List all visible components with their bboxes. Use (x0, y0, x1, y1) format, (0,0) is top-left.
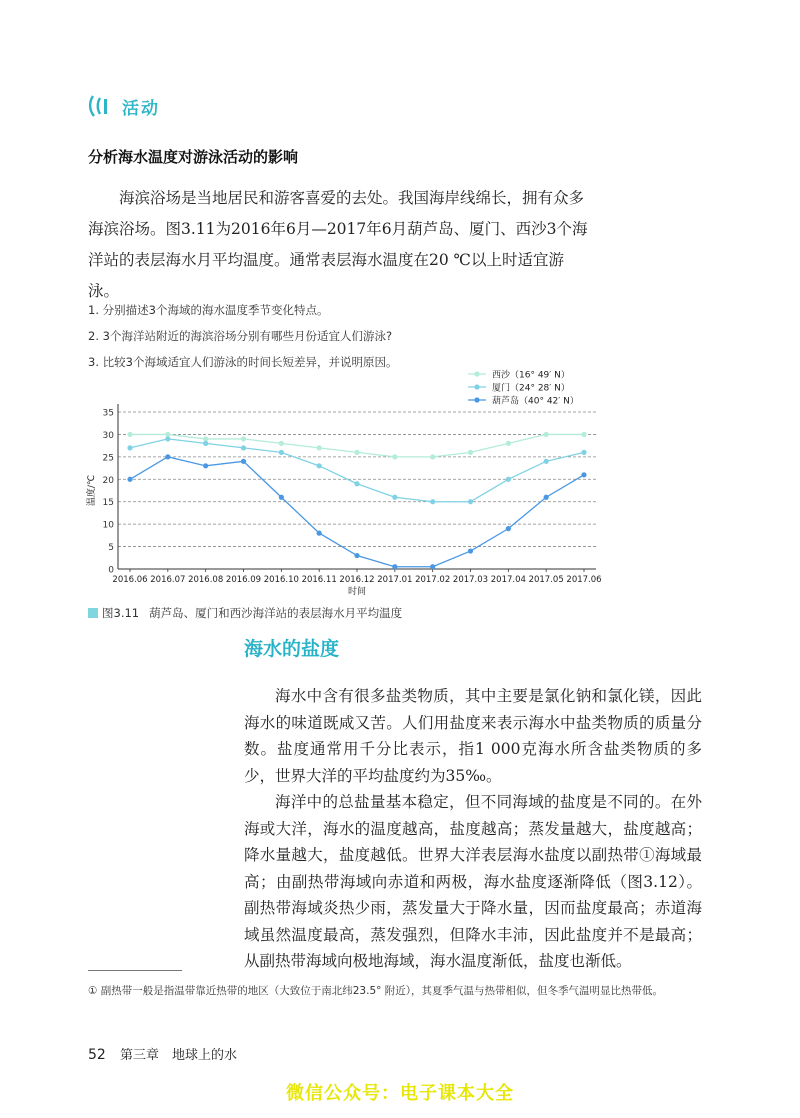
data-point (127, 445, 132, 450)
data-point (506, 526, 511, 531)
data-point (544, 495, 549, 500)
intro-paragraph: 海滨浴场是当地居民和游客喜爱的去处。我国海岸线绵长，拥有众多海滨浴场。图3.11为2016年6月—2017年6月葫芦岛、厦门、西沙3个海洋站的表层海水月平均温度。通常表层海水温度在20 ℃以上时适宜游泳。 (88, 189, 588, 300)
chapter-title: 第三章 地球上的水 (119, 1048, 237, 1063)
x-tick-label: 2017.01 (377, 575, 413, 585)
section-title: 海水的盐度 (244, 638, 340, 660)
figure-caption-text: 葫芦岛、厦门和西沙海洋站的表层海水月平均温度 (149, 606, 403, 620)
data-point (165, 436, 170, 441)
data-point (203, 441, 208, 446)
data-point (279, 450, 284, 455)
legend-label: 西沙（16° 49′ N） (492, 370, 570, 381)
data-point (127, 477, 132, 482)
question-item: 1. 分别描述3个海域的海水温度季节变化特点。 (88, 303, 329, 317)
data-point (203, 436, 208, 441)
data-point (354, 450, 359, 455)
series-line (130, 439, 584, 502)
x-tick-label: 2017.02 (415, 575, 451, 585)
data-point (468, 499, 473, 504)
x-tick-label: 2016.08 (188, 575, 224, 585)
y-tick-label: 15 (102, 498, 114, 509)
x-tick-label: 2016.09 (225, 575, 262, 585)
data-point (127, 432, 132, 437)
data-point (430, 499, 435, 504)
data-point (165, 454, 170, 459)
footnote: ① 副热带一般是指温带靠近热带的地区（大致位于南北纬23.5° 附近），其夏季气温与热带相似，但冬季气温明显比热带低。 (88, 985, 663, 997)
x-tick-label: 2016.12 (339, 575, 375, 585)
data-point (317, 445, 322, 450)
data-point (581, 472, 586, 477)
question-item: 2. 3个海洋站附近的海滨浴场分别有哪些月份适宜人们游泳? (88, 329, 393, 343)
legend-marker (474, 384, 479, 389)
data-point (317, 531, 322, 536)
x-axis-label: 时间 (347, 587, 367, 597)
data-point (506, 477, 511, 482)
data-point (354, 481, 359, 486)
question-item: 3. 比较3个海域适宜人们游泳的时间长短差异，并说明原因。 (88, 355, 398, 369)
data-point (468, 450, 473, 455)
data-point (544, 432, 549, 437)
y-tick-label: 10 (102, 520, 114, 531)
data-point (241, 445, 246, 450)
data-point (544, 459, 549, 464)
series-line (130, 457, 584, 567)
data-point (165, 432, 170, 437)
body-paragraph: 海洋中的总盐量基本稳定，但不同海域的盐度是不同的。在外海或大洋，海水的温度越高，盐度越高；蒸发量越大，盐度越高；降水量越大，盐度越低。世界大洋表层海水盐度以副热带①海域最高；由副热带海域向赤道和两极，海水盐度逐渐降低（图3.12）。副热带海域炎热少雨，蒸发量大于降水量，因而盐度最高；赤道海域虽然温度最高，蒸发强烈，但降水丰沛，因此盐度并不是最高；从副热带海域向极地海域，海水温度渐低，盐度也渐低。 (244, 793, 702, 970)
x-tick-label: 2016.07 (150, 575, 186, 585)
activity-label: 活动 (122, 98, 160, 119)
x-tick-label: 2017.06 (566, 575, 602, 585)
watermark-banner: 微信公众号：电子课本大全 (286, 1083, 514, 1104)
y-tick-label: 5 (108, 543, 114, 554)
data-point (430, 564, 435, 569)
activity-icon (88, 93, 116, 119)
x-tick-label: 2016.11 (301, 575, 337, 585)
y-tick-label: 35 (102, 408, 114, 419)
temperature-line-chart (82, 362, 622, 602)
data-point (468, 548, 473, 553)
y-tick-label: 30 (102, 430, 114, 441)
x-tick-label: 2017.05 (528, 575, 564, 585)
y-axis-label: 温度/℃ (87, 474, 97, 507)
y-tick-label: 0 (108, 565, 114, 576)
data-point (279, 495, 284, 500)
figure-caption (88, 605, 402, 621)
figure-number: 图3.11 (102, 606, 140, 620)
activity-header (88, 92, 160, 120)
activity-title: 分析海水温度对游泳活动的影响 (88, 148, 299, 166)
data-point (241, 459, 246, 464)
data-point (581, 450, 586, 455)
data-point (430, 454, 435, 459)
x-tick-label: 2017.03 (452, 575, 489, 585)
data-point (279, 441, 284, 446)
data-point (506, 441, 511, 446)
legend-marker (474, 397, 479, 402)
data-point (354, 553, 359, 558)
legend-marker (474, 371, 479, 376)
x-tick-label: 2016.10 (263, 575, 299, 585)
body-paragraph: 海水中含有很多盐类物质，其中主要是氯化钠和氯化镁，因此海水的味道既咸又苦。人们用盐度来表示海水中盐类物质的质量分数。盐度通常用千分比表示，指1 000克海水所含盐类物质的多少，世界大洋的平均盐度约为35‰。 (244, 687, 702, 785)
caption-square-icon (88, 608, 98, 618)
x-tick-label: 2017.04 (490, 575, 526, 585)
page-footer (88, 1044, 237, 1063)
x-tick-label: 2016.06 (112, 575, 148, 585)
data-point (392, 454, 397, 459)
page-number: 52 (88, 1047, 106, 1063)
section-body (244, 683, 702, 975)
footnote-divider (88, 970, 182, 971)
data-point (203, 463, 208, 468)
data-point (241, 436, 246, 441)
y-tick-label: 20 (102, 475, 114, 486)
data-point (581, 432, 586, 437)
y-tick-label: 25 (102, 453, 114, 464)
data-point (317, 463, 322, 468)
legend-label: 葫芦岛（40° 42′ N） (492, 396, 579, 407)
data-point (392, 495, 397, 500)
data-point (392, 564, 397, 569)
legend-label: 厦门（24° 28′ N） (492, 383, 570, 394)
